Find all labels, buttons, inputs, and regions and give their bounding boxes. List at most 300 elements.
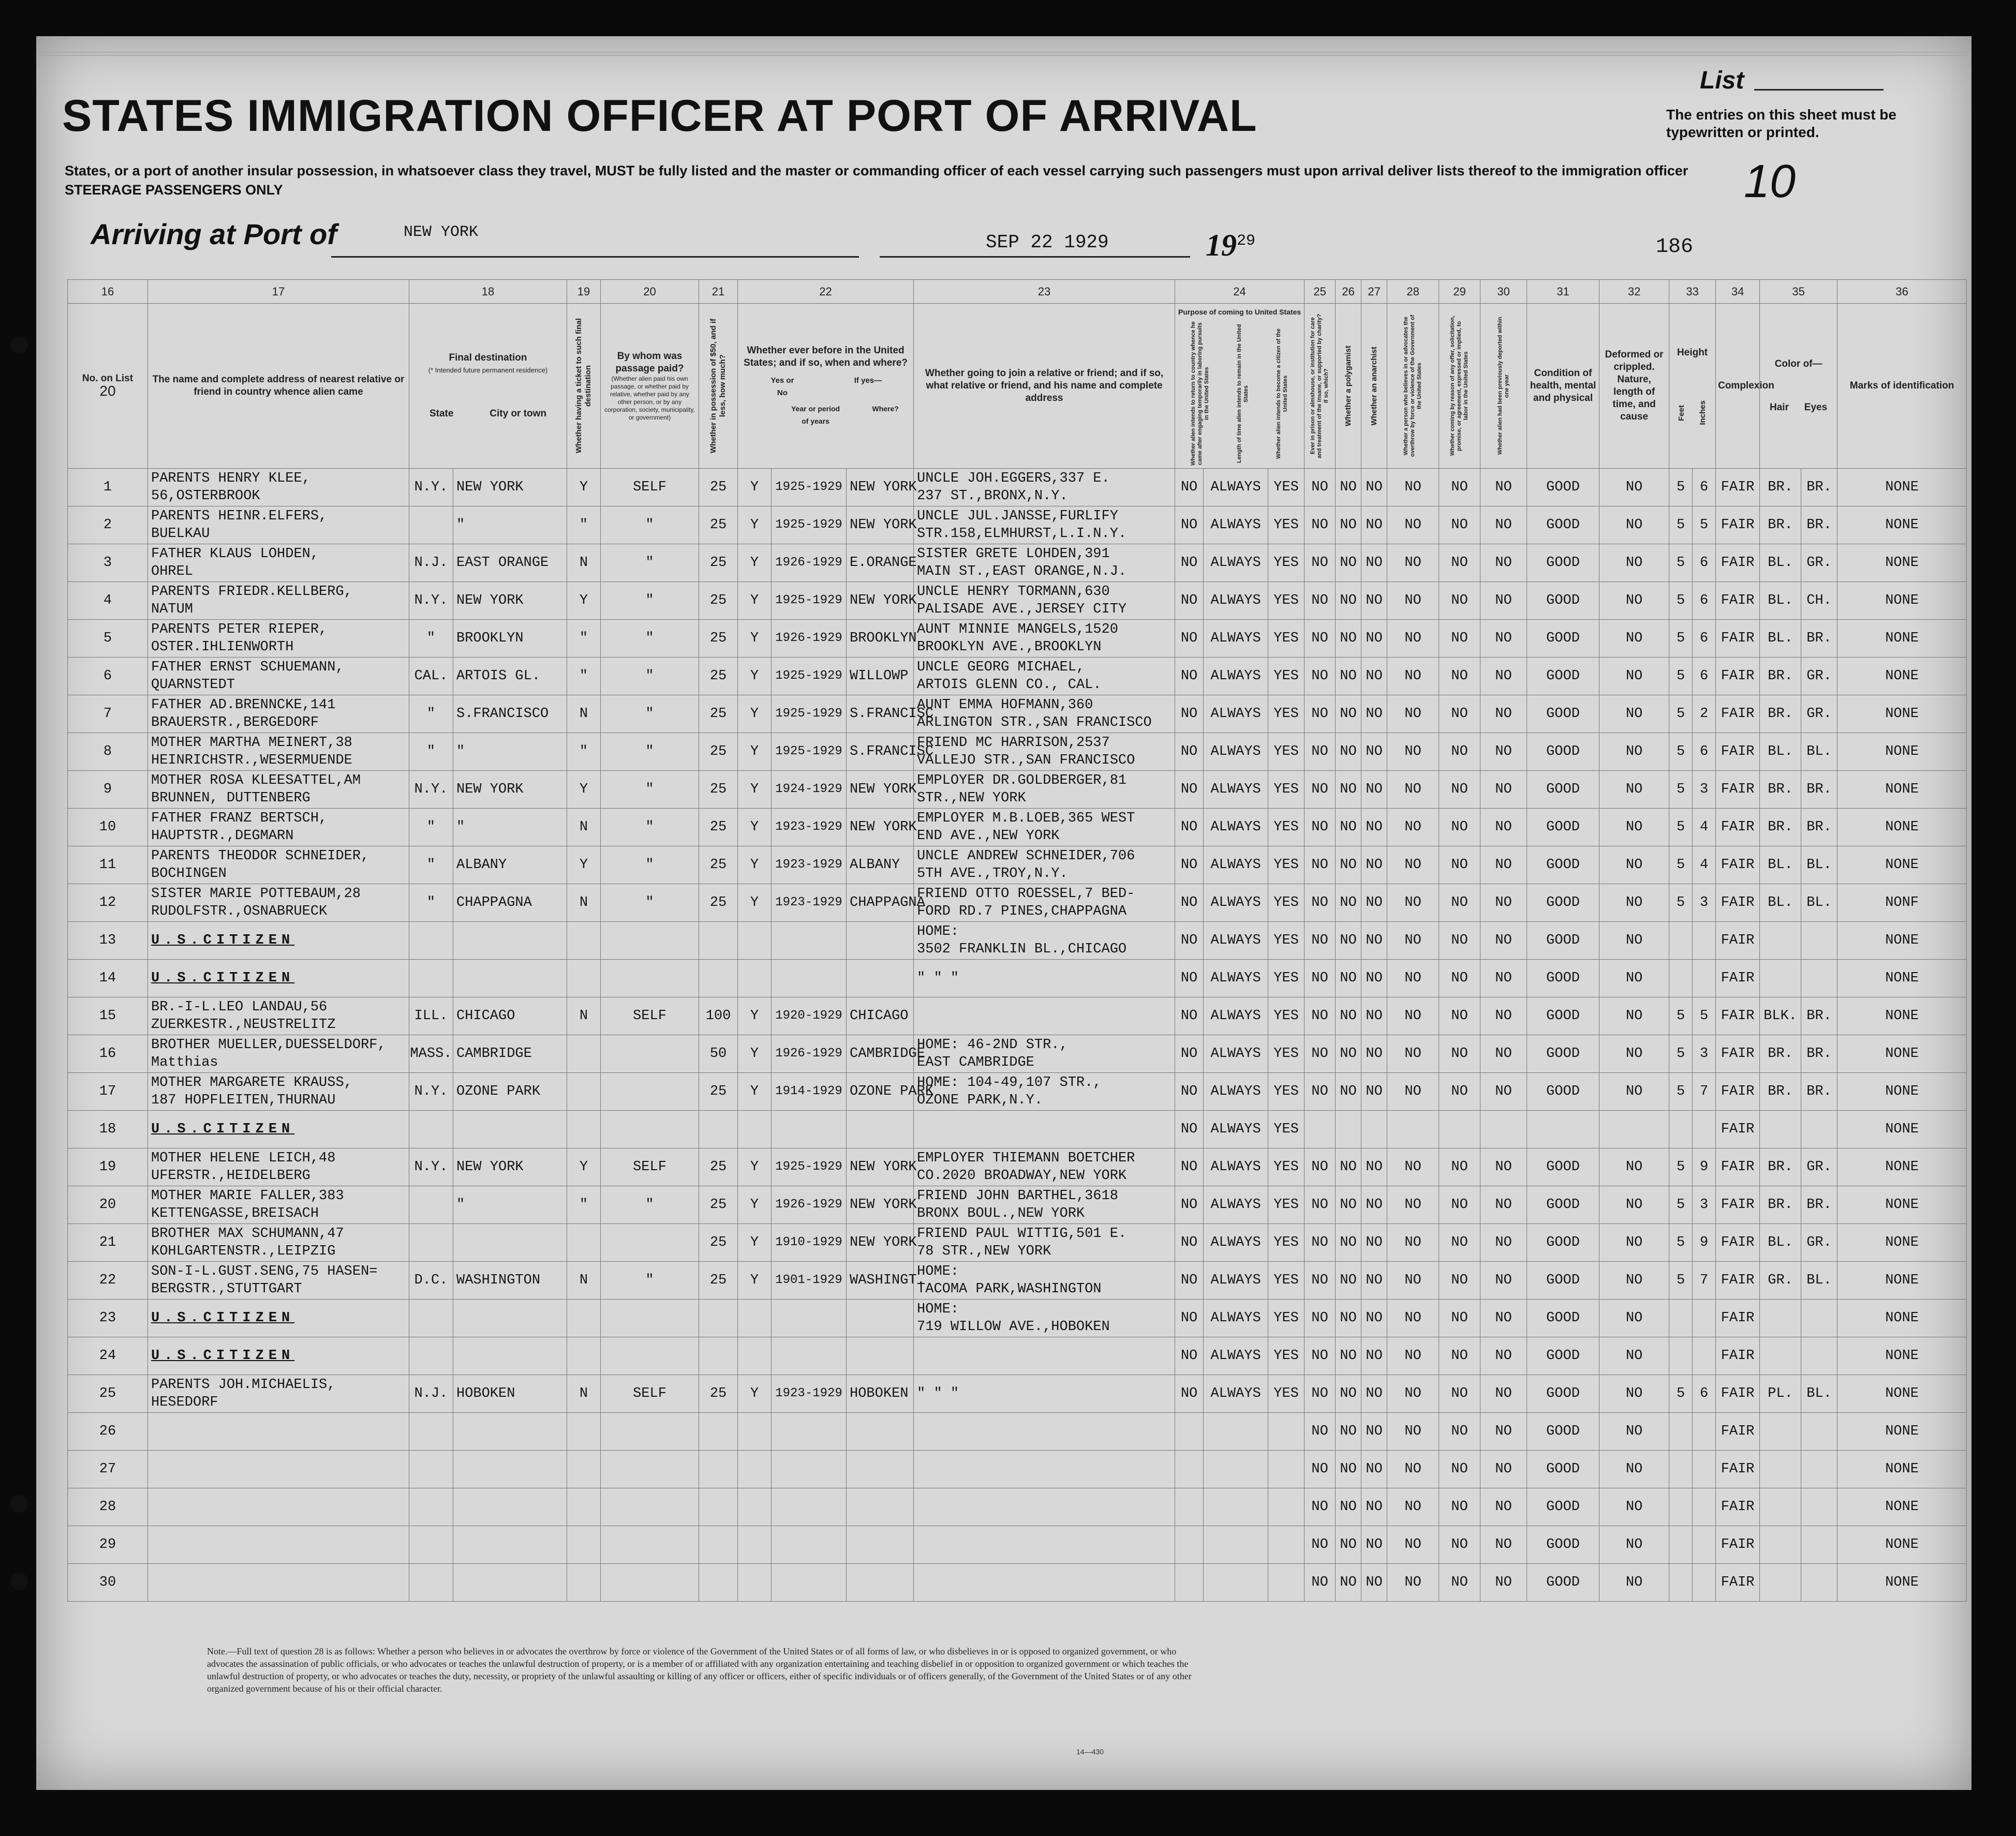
cell-q26: NO — [1336, 1564, 1361, 1602]
cell-money: 25 — [699, 846, 738, 884]
cell-q27: NO — [1361, 582, 1387, 620]
col-num: 17 — [148, 280, 409, 304]
cell-q30: NO — [1480, 1451, 1527, 1488]
relative-line-1: U.S.CITIZEN — [151, 971, 295, 986]
cell-q29: NO — [1439, 1564, 1480, 1602]
cell-q29: NO — [1439, 884, 1480, 922]
cell-ret: NO — [1175, 733, 1204, 771]
cell-cit: YES — [1268, 506, 1305, 544]
cell-city: CHAPPAGNA — [453, 884, 567, 922]
cell-before — [738, 1413, 772, 1451]
col-num: 36 — [1837, 280, 1967, 304]
cell-city: ARTOIS GL. — [453, 658, 567, 695]
cell-q29: NO — [1439, 771, 1480, 809]
cell-q25: NO — [1305, 771, 1336, 809]
cell-cit: YES — [1268, 1300, 1305, 1337]
joining-line-2: STR.,NEW YORK — [917, 790, 1026, 806]
relative-line-1: SON-I-L.GUST.SENG,75 HASEN= — [151, 1264, 378, 1279]
cell-ticket: Y — [567, 582, 601, 620]
joining-line-1: AUNT MINNIE MANGELS,1520 — [917, 622, 1118, 637]
cell-marks: NONE — [1837, 1375, 1967, 1413]
binder-hole — [10, 1573, 28, 1590]
cell-ticket — [567, 1073, 601, 1111]
cell-no: 16 — [68, 1035, 148, 1073]
cell-q30: NO — [1480, 884, 1527, 922]
cell-ticket — [567, 1526, 601, 1564]
cell-q30: NO — [1480, 506, 1527, 544]
cell-ret: NO — [1175, 695, 1204, 733]
relative-line-2: BUELKAU — [151, 526, 210, 542]
cell-q29: NO — [1439, 1451, 1480, 1488]
cell-paid — [601, 1488, 699, 1526]
joining-line-2: PALISADE AVE.,JERSEY CITY — [917, 602, 1127, 617]
cell-q30: NO — [1480, 620, 1527, 658]
cell-hair: BL. — [1760, 1224, 1801, 1262]
cell-q26: NO — [1336, 1300, 1361, 1337]
cell-deformed: NO — [1599, 1451, 1669, 1488]
cell-health: GOOD — [1527, 544, 1599, 582]
cell-comp: FAIR — [1716, 1564, 1760, 1602]
cell-cit: YES — [1268, 1035, 1305, 1073]
cell-health: GOOD — [1527, 1148, 1599, 1186]
cell-len — [1204, 1413, 1268, 1451]
cell-no: 7 — [68, 695, 148, 733]
joining-line-2: VALLEJO STR.,SAN FRANCISCO — [917, 753, 1135, 768]
cell-ret: NO — [1175, 1111, 1204, 1148]
cell-marks: NONE — [1837, 544, 1967, 582]
cell-len: ALWAYS — [1204, 1300, 1268, 1337]
cell-q29: NO — [1439, 695, 1480, 733]
cell-money: 25 — [699, 1148, 738, 1186]
cell-ticket — [567, 1224, 601, 1262]
cell-in — [1693, 1337, 1716, 1375]
cell-marks: NONE — [1837, 1564, 1967, 1602]
cell-q25: NO — [1305, 1564, 1336, 1602]
cell-before: Y — [738, 733, 772, 771]
cell-cit: YES — [1268, 1186, 1305, 1224]
cell-rel — [148, 620, 409, 658]
cell-len: ALWAYS — [1204, 884, 1268, 922]
cell-ft: 5 — [1669, 544, 1693, 582]
cell-len: ALWAYS — [1204, 846, 1268, 884]
cell-ret — [1175, 1526, 1204, 1564]
cell-q29 — [1439, 1111, 1480, 1148]
cell-health: GOOD — [1527, 1413, 1599, 1451]
cell-before — [738, 1300, 772, 1337]
cell-years: 1925-1929 — [772, 506, 847, 544]
cell-hair: BL. — [1760, 884, 1801, 922]
cell-ticket — [567, 1451, 601, 1488]
cell-q30: NO — [1480, 846, 1527, 884]
cell-paid: " — [601, 1186, 699, 1224]
cell-ft — [1669, 1526, 1693, 1564]
joining-line-2: ARTOIS GLENN CO., CAL. — [917, 677, 1102, 693]
header-marks: Marks of identification — [1837, 304, 1967, 469]
cell-len: ALWAYS — [1204, 1111, 1268, 1148]
cell-ret — [1175, 1564, 1204, 1602]
table-row — [68, 997, 1967, 1035]
cell-q29: NO — [1439, 582, 1480, 620]
cell-deformed: NO — [1599, 884, 1669, 922]
cell-money: 25 — [699, 771, 738, 809]
cell-before — [738, 1488, 772, 1526]
joining-line-1: HOME: — [917, 1264, 959, 1279]
cell-eyes: GR. — [1801, 1148, 1837, 1186]
column-number-row — [68, 280, 1967, 304]
cell-len: ALWAYS — [1204, 658, 1268, 695]
joining-line-2: BRONX BOUL.,NEW YORK — [917, 1206, 1085, 1221]
cell-join — [914, 1413, 1175, 1451]
cell-ticket: Y — [567, 1148, 601, 1186]
table-row — [68, 771, 1967, 809]
cell-q25 — [1305, 1111, 1336, 1148]
cell-city: S.FRANCISCO — [453, 695, 567, 733]
cell-join — [914, 620, 1175, 658]
table-row — [68, 809, 1967, 846]
cell-q30: NO — [1480, 1300, 1527, 1337]
cell-rel — [148, 658, 409, 695]
cell-years: 1926-1929 — [772, 620, 847, 658]
cell-where: WASHINGT. — [847, 1262, 914, 1300]
cell-q25: NO — [1305, 960, 1336, 997]
cell-city: NEW YORK — [453, 469, 567, 506]
cell-city — [453, 1451, 567, 1488]
cell-money: 25 — [699, 695, 738, 733]
cell-cit: YES — [1268, 1073, 1305, 1111]
cell-q29: NO — [1439, 1337, 1480, 1375]
cell-no: 22 — [68, 1262, 148, 1300]
cell-deformed: NO — [1599, 1488, 1669, 1526]
cell-deformed: NO — [1599, 1073, 1669, 1111]
cell-ft: 5 — [1669, 771, 1693, 809]
cell-eyes — [1801, 1300, 1837, 1337]
cell-money — [699, 1300, 738, 1337]
cell-ft: 5 — [1669, 658, 1693, 695]
cell-health: GOOD — [1527, 884, 1599, 922]
header-q30: Whether alien had been previously deported within one year — [1480, 304, 1527, 469]
cell-rel — [148, 846, 409, 884]
cell-years: 1923-1929 — [772, 846, 847, 884]
relative-line-2: NATUM — [151, 602, 194, 617]
cell-in — [1693, 1564, 1716, 1602]
cell-rel — [148, 1488, 409, 1526]
cell-years: 1901-1929 — [772, 1262, 847, 1300]
cell-no: 11 — [68, 846, 148, 884]
cell-money: 25 — [699, 1224, 738, 1262]
cell-where: ALBANY — [847, 846, 914, 884]
footnote: Note.—Full text of question 28 is as follows: Whether a person who believes in or advocates the overthrow by force or violence of the Government of the United States or of all forms of law, or who disbelieves in or is opposed to organized government, or who advocates the assassination of public officials, or who advocates or teaches the unlawful destruction of property, or is a member of or affiliated with any organization entertaining and teaching disbelief in or opposition to organized government or which teaches the unlawful destruction of property, or who advocates or teaches the duty, necessity, or propriety of the unlawful assaulting or killing of any officer or officers, either of specific individuals or of officers generally, of the Government of the United States or of any other organized government because of his or their official character. — [207, 1646, 1192, 1694]
cell-paid: " — [601, 695, 699, 733]
cell-q30: NO — [1480, 771, 1527, 809]
cell-money — [699, 1413, 738, 1451]
cell-state: " — [409, 733, 453, 771]
manifest-table — [67, 279, 1967, 1602]
cell-rel — [148, 1526, 409, 1564]
cell-eyes: GR. — [1801, 1224, 1837, 1262]
cell-city: BROOKLYN — [453, 620, 567, 658]
cell-q28: NO — [1387, 582, 1439, 620]
cell-paid — [601, 1337, 699, 1375]
cell-ret: NO — [1175, 1337, 1204, 1375]
cell-cit: YES — [1268, 658, 1305, 695]
cell-before: Y — [738, 997, 772, 1035]
cell-city: CAMBRIDGE — [453, 1035, 567, 1073]
cell-join — [914, 1488, 1175, 1526]
cell-city: " — [453, 506, 567, 544]
cell-hair — [1760, 1488, 1801, 1526]
cell-hair: BR. — [1760, 469, 1801, 506]
cell-comp: FAIR — [1716, 658, 1760, 695]
header-complexion: Complexion — [1716, 304, 1760, 469]
col-num: 35 — [1760, 280, 1837, 304]
cell-rel — [148, 1375, 409, 1413]
cell-deformed: NO — [1599, 582, 1669, 620]
cell-hair: BL. — [1760, 620, 1801, 658]
cell-join — [914, 1224, 1175, 1262]
col-num: 20 — [601, 280, 699, 304]
cell-cit: YES — [1268, 771, 1305, 809]
header-joining: Whether going to join a relative or friend; and if so, what relative or friend, and his name and complete address — [914, 304, 1175, 469]
cell-money: 25 — [699, 1262, 738, 1300]
col-num: 27 — [1361, 280, 1387, 304]
cell-q30: NO — [1480, 922, 1527, 960]
joining-line-1: HOME: — [917, 1302, 959, 1317]
relative-line-2: 56,OSTERBROOK — [151, 488, 260, 504]
cell-q27: NO — [1361, 1224, 1387, 1262]
cell-q26: NO — [1336, 469, 1361, 506]
cell-hair — [1760, 1300, 1801, 1337]
cell-cit: YES — [1268, 1148, 1305, 1186]
cell-state: " — [409, 695, 453, 733]
cell-comp: FAIR — [1716, 1035, 1760, 1073]
relative-line-1: PARENTS HENRY KLEE, — [151, 471, 310, 486]
relative-line-1: FATHER ERNST SCHUEMANN, — [151, 660, 344, 675]
cell-q28: NO — [1387, 922, 1439, 960]
col-num: 26 — [1336, 280, 1361, 304]
cell-ft: 5 — [1669, 733, 1693, 771]
cell-ft — [1669, 922, 1693, 960]
cell-deformed: NO — [1599, 1186, 1669, 1224]
cell-q25: NO — [1305, 1035, 1336, 1073]
cell-q26 — [1336, 1111, 1361, 1148]
cell-len: ALWAYS — [1204, 1224, 1268, 1262]
relative-line-2: KETTENGASSE,BREISACH — [151, 1206, 319, 1221]
cell-join — [914, 846, 1175, 884]
cell-q27: NO — [1361, 809, 1387, 846]
cell-q29: NO — [1439, 922, 1480, 960]
cell-len: ALWAYS — [1204, 620, 1268, 658]
cell-years: 1920-1929 — [772, 997, 847, 1035]
cell-paid: " — [601, 846, 699, 884]
cell-marks: NONE — [1837, 1148, 1967, 1186]
cell-where: NEW YORK — [847, 506, 914, 544]
cell-rel — [148, 1300, 409, 1337]
cell-q30: NO — [1480, 1035, 1527, 1073]
cell-q30: NO — [1480, 544, 1527, 582]
cell-before — [738, 922, 772, 960]
joining-line-1: " " " — [917, 1386, 959, 1401]
cell-city — [453, 960, 567, 997]
cell-hair: BLK. — [1760, 997, 1801, 1035]
cell-q25: NO — [1305, 997, 1336, 1035]
header-state: State — [429, 408, 454, 419]
relative-line-1: BR.-I-L.LEO LANDAU,56 — [151, 999, 328, 1015]
cell-paid: SELF — [601, 997, 699, 1035]
cell-state: " — [409, 620, 453, 658]
cell-eyes: GR. — [1801, 695, 1837, 733]
header-deformed: Deformed or crippled. Nature, length of time, and cause — [1599, 304, 1669, 469]
joining-line-2: OZONE PARK,N.Y. — [917, 1093, 1043, 1108]
joining-line-1: UNCLE ANDREW SCHNEIDER,706 — [917, 848, 1135, 864]
cell-no: 27 — [68, 1451, 148, 1488]
cell-in: 9 — [1693, 1148, 1716, 1186]
joining-line-2: 5TH AVE.,TROY,N.Y. — [917, 866, 1068, 882]
cell-years: 1925-1929 — [772, 1148, 847, 1186]
cell-before: Y — [738, 658, 772, 695]
joining-line-2: BROOKLYN AVE.,BROOKLYN — [917, 639, 1102, 655]
cell-q28 — [1387, 1111, 1439, 1148]
relative-line-1: MOTHER MARGARETE KRAUSS, — [151, 1075, 352, 1091]
cell-q30 — [1480, 1111, 1527, 1148]
cell-ret: NO — [1175, 1300, 1204, 1337]
cell-join — [914, 1564, 1175, 1602]
cell-in: 6 — [1693, 469, 1716, 506]
cell-marks: NONE — [1837, 658, 1967, 695]
cell-len: ALWAYS — [1204, 960, 1268, 997]
cell-join — [914, 1148, 1175, 1186]
cell-health: GOOD — [1527, 506, 1599, 544]
cell-comp: FAIR — [1716, 846, 1760, 884]
cell-where — [847, 960, 914, 997]
cell-paid: SELF — [601, 1148, 699, 1186]
cell-years: 1925-1929 — [772, 582, 847, 620]
cell-state: MASS. — [409, 1035, 453, 1073]
cell-paid — [601, 1413, 699, 1451]
cell-q28: NO — [1387, 1262, 1439, 1300]
cell-city — [453, 1526, 567, 1564]
cell-years: 1926-1929 — [772, 1035, 847, 1073]
col-num: 28 — [1387, 280, 1439, 304]
cell-years — [772, 1488, 847, 1526]
cell-q30: NO — [1480, 1564, 1527, 1602]
port-value: NEW YORK — [404, 223, 479, 241]
cell-ticket: Y — [567, 846, 601, 884]
relative-line-1: BROTHER MAX SCHUMANN,47 — [151, 1226, 344, 1242]
cell-in: 6 — [1693, 582, 1716, 620]
ruled-line — [36, 52, 1971, 53]
cell-q27: NO — [1361, 1073, 1387, 1111]
cell-join — [914, 771, 1175, 809]
cell-rel — [148, 1186, 409, 1224]
col-num: 23 — [914, 280, 1175, 304]
table-row — [68, 1337, 1967, 1375]
cell-no: 17 — [68, 1073, 148, 1111]
col-num: 31 — [1527, 280, 1599, 304]
cell-ticket: " — [567, 506, 601, 544]
cell-ret: NO — [1175, 1224, 1204, 1262]
relative-line-2: OHREL — [151, 564, 194, 579]
header-height: Height Feet Inches — [1669, 304, 1716, 469]
cell-ticket: " — [567, 733, 601, 771]
cell-where: S.FRANCISC — [847, 695, 914, 733]
cell-health: GOOD — [1527, 733, 1599, 771]
cell-cit — [1268, 1526, 1305, 1564]
cell-q30: NO — [1480, 658, 1527, 695]
cell-ret: NO — [1175, 469, 1204, 506]
cell-years: 1914-1929 — [772, 1073, 847, 1111]
cell-q29: NO — [1439, 1073, 1480, 1111]
cell-eyes: BR. — [1801, 1073, 1837, 1111]
cell-q28: NO — [1387, 1035, 1439, 1073]
cell-rel — [148, 1413, 409, 1451]
cell-before — [738, 1111, 772, 1148]
cell-city: NEW YORK — [453, 582, 567, 620]
cell-len: ALWAYS — [1204, 1375, 1268, 1413]
cell-q29: NO — [1439, 997, 1480, 1035]
cell-q29: NO — [1439, 960, 1480, 997]
header-relative: The name and complete address of nearest relative or friend in country whence alien came — [148, 304, 409, 469]
cell-q25: NO — [1305, 884, 1336, 922]
cell-eyes: BR. — [1801, 771, 1837, 809]
joining-line-2: STR.158,ELMHURST,L.I.N.Y. — [917, 526, 1127, 542]
binder-hole — [10, 336, 28, 354]
cell-q29: NO — [1439, 846, 1480, 884]
cell-ticket: N — [567, 809, 601, 846]
cell-join — [914, 695, 1175, 733]
cell-before: Y — [738, 469, 772, 506]
cell-len: ALWAYS — [1204, 582, 1268, 620]
cell-where — [847, 1488, 914, 1526]
cell-hair: BL. — [1760, 733, 1801, 771]
cell-ft: 5 — [1669, 1224, 1693, 1262]
relative-line-2: BERGSTR.,STUTTGART — [151, 1281, 302, 1297]
cell-eyes — [1801, 1337, 1837, 1375]
cell-cit: YES — [1268, 809, 1305, 846]
relative-line-2: KOHLGARTENSTR.,LEIPZIG — [151, 1244, 336, 1259]
cell-ft — [1669, 1451, 1693, 1488]
cell-health: GOOD — [1527, 922, 1599, 960]
cell-q30: NO — [1480, 1186, 1527, 1224]
cell-state — [409, 1488, 453, 1526]
cell-q27: NO — [1361, 1186, 1387, 1224]
cell-ret: NO — [1175, 1262, 1204, 1300]
cell-money: 25 — [699, 1073, 738, 1111]
cell-join — [914, 1186, 1175, 1224]
relative-line-1: MOTHER HELENE LEICH,48 — [151, 1151, 336, 1166]
cell-q27: NO — [1361, 1413, 1387, 1451]
relative-line-2: UFERSTR.,HEIDELBERG — [151, 1168, 310, 1184]
joining-line-1: EMPLOYER THIEMANN BOETCHER — [917, 1151, 1135, 1166]
cell-cit: YES — [1268, 884, 1305, 922]
joining-line-1: HOME: 46-2ND STR., — [917, 1037, 1068, 1053]
cell-q27: NO — [1361, 997, 1387, 1035]
cell-money: 25 — [699, 544, 738, 582]
cell-ret: NO — [1175, 1186, 1204, 1224]
cell-city: " — [453, 733, 567, 771]
cell-in: 6 — [1693, 733, 1716, 771]
cell-state — [409, 1111, 453, 1148]
joining-line-2: TACOMA PARK,WASHINGTON — [917, 1281, 1102, 1297]
relative-line-1: PARENTS PETER RIEPER, — [151, 622, 328, 637]
cell-rel — [148, 695, 409, 733]
joining-line-1: UNCLE JOH.EGGERS,337 E. — [917, 471, 1110, 486]
cell-ret — [1175, 1488, 1204, 1526]
cell-comp: FAIR — [1716, 695, 1760, 733]
cell-where — [847, 922, 914, 960]
cell-q25: NO — [1305, 469, 1336, 506]
cell-q29: NO — [1439, 469, 1480, 506]
cell-ret: NO — [1175, 1148, 1204, 1186]
